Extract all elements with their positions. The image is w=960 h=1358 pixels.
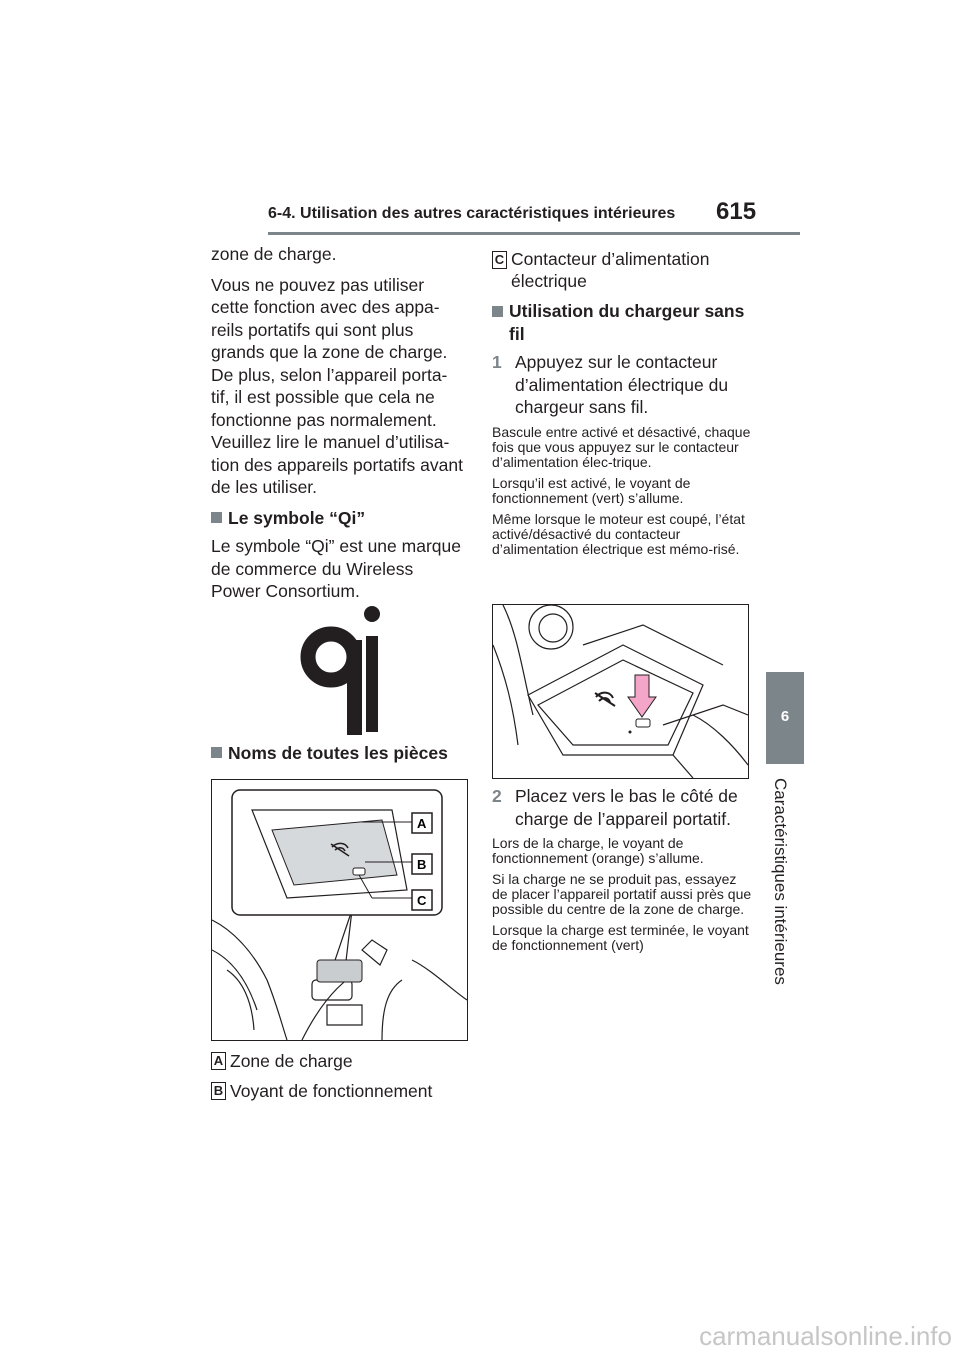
heading-parts: Noms de toutes les pièces	[211, 742, 471, 765]
heading-use: Utilisation du chargeur sans fil	[492, 300, 754, 345]
console-illustration	[212, 780, 467, 1040]
section-title: 6-4. Utilisation des autres caractéristiques intérieures	[268, 205, 676, 222]
page-number: 615	[716, 198, 757, 225]
note: Si la charge ne se produit pas, essayez de placer l’appareil portatif aussi près que possible du centre de la zone de charge.	[492, 871, 752, 917]
step-1: 1 Appuyez sur le contacteur d’alimentation électrique du chargeur sans fil.	[492, 352, 729, 417]
chapter-label: Caractéristiques intérieures	[771, 778, 790, 985]
note: Lors de la charge, le voyant de fonctionnement (orange) s’allume.	[492, 835, 704, 866]
figure-switch	[492, 604, 749, 779]
note: Bascule entre activé et désactivé, chaque fois que vous appuyez sur le contacteur d’alimentation élec-trique.	[492, 423, 751, 470]
note: Lorsqu’il est activé, le voyant de fonctionnement (vert) s’allume.	[492, 474, 691, 506]
square-bullet-icon	[211, 747, 222, 758]
switch-illustration	[493, 605, 748, 778]
left-column	[211, 243, 463, 611]
callout-c: C	[417, 893, 427, 908]
step-2: 2 Placez vers le bas le côté de charge de l’appareil portatif.	[492, 786, 738, 829]
figure-parts	[211, 779, 468, 1041]
legend-a: A Zone de charge	[211, 1050, 471, 1072]
note: Même lorsque le moteur est coupé, l’état activé/désactivé du contacteur d’alimentation électrique est mémo-risé.	[492, 510, 745, 557]
qi-logo-icon	[300, 604, 380, 736]
paragraph: Vous ne pouvez pas utiliser cette fonction avec des appa-reils portatifs qui sont plus grands que la zone de charge. De plus, selon l’appareil porta-tif, il est possible que cela ne fonctionne pas normalement. Veuillez lire le manuel d’utilisa-tion des appareils portatifs avant de les utiliser.	[211, 274, 463, 497]
square-bullet-icon	[211, 512, 222, 523]
chapter-number: 6	[780, 708, 790, 725]
paragraph: Le symbole “Qi” est une marque de commerce du Wireless Power Consortium.	[211, 536, 461, 601]
square-bullet-icon	[492, 306, 503, 317]
callout-b: B	[417, 857, 427, 872]
paragraph: zone de charge.	[211, 244, 337, 264]
header-divider	[268, 232, 800, 235]
right-column	[492, 248, 754, 563]
legend-b: B Voyant de fonctionnement	[211, 1080, 471, 1102]
watermark[interactable]: carmanualsonline.info	[699, 1321, 952, 1351]
legend-c: C Contacteur d’alimentation électrique	[492, 248, 754, 292]
chapter-tab	[766, 672, 804, 764]
note: Lorsque la charge est terminée, le voyant de fonctionnement (vert)	[492, 922, 749, 953]
heading-qi: Le symbole “Qi”	[211, 507, 463, 530]
callout-a: A	[417, 816, 427, 831]
